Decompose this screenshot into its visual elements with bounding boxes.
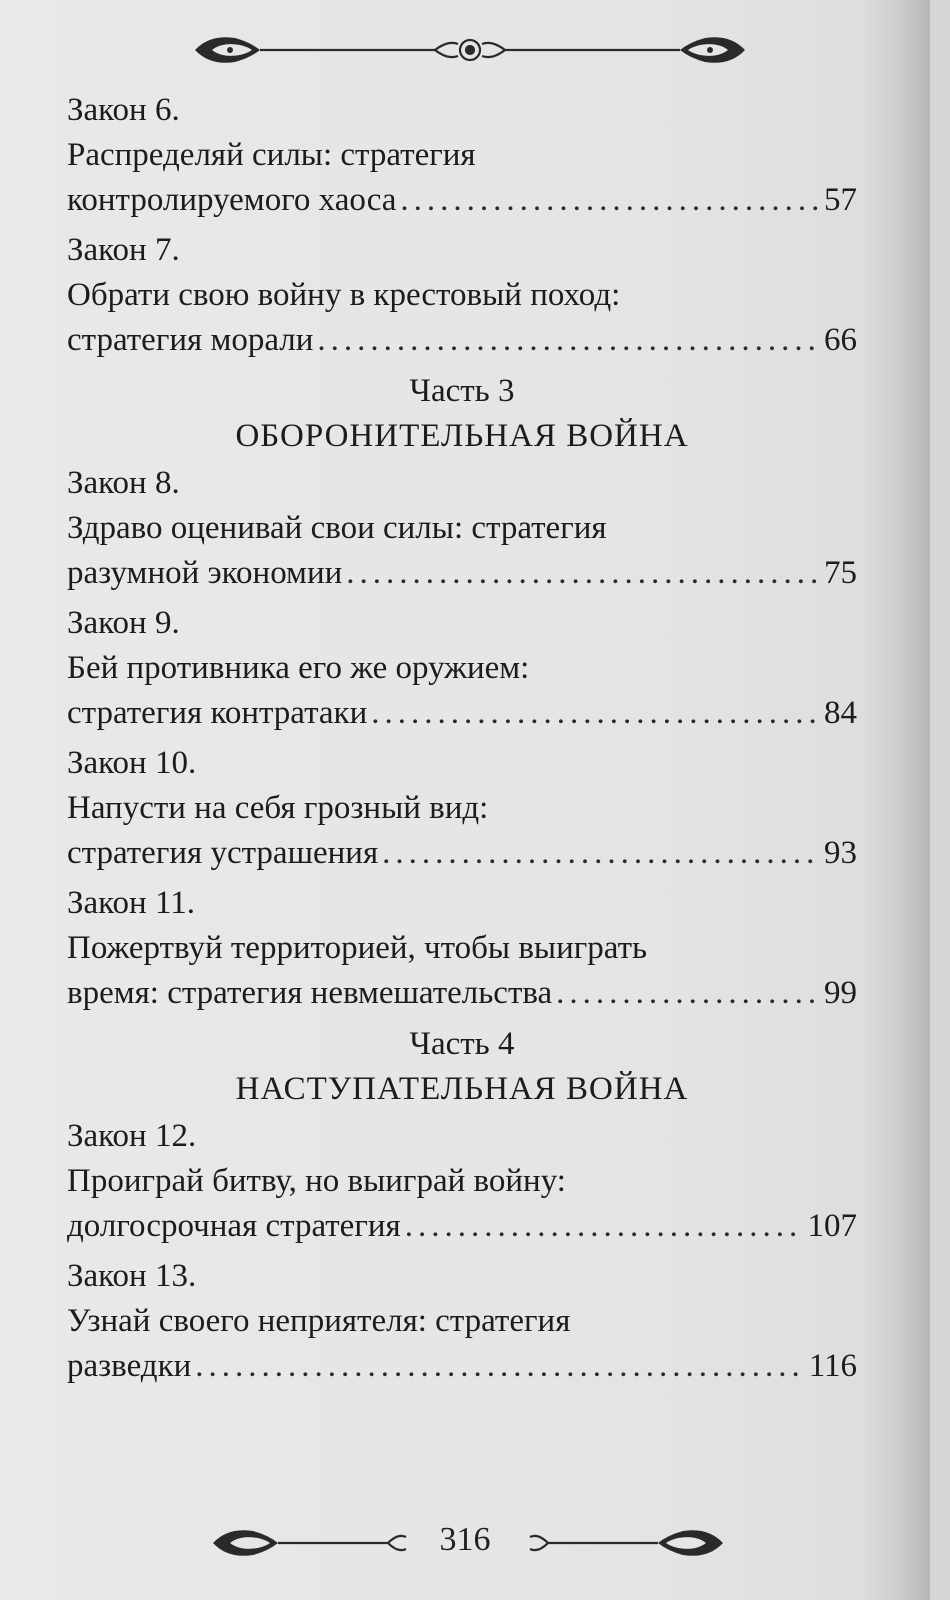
entry-page-number: 116 xyxy=(808,1348,857,1384)
law-number: Закон 10. xyxy=(67,745,197,781)
law-title-line: Пожертвуй территорией, чтобы выиграть xyxy=(67,930,648,966)
entry-page-number: 75 xyxy=(824,555,857,591)
dot-leader xyxy=(317,318,820,363)
toc-entry[interactable] xyxy=(67,881,857,1016)
page-number: 316 xyxy=(439,1521,491,1558)
law-title-last-line xyxy=(67,831,857,876)
dot-leader xyxy=(382,831,820,876)
part-title: НАСТУПАТЕЛЬНАЯ ВОЙНА xyxy=(235,1071,689,1107)
law-number: Закон 13. xyxy=(67,1258,197,1294)
law-title-line: Здраво оценивай свои силы: стратегия xyxy=(67,510,607,546)
entry-page-number: 107 xyxy=(807,1208,857,1244)
dot-leader xyxy=(371,691,820,736)
law-title-line: Проиграй битву, но выиграй войну: xyxy=(67,1163,566,1199)
law-title-end: разведки xyxy=(67,1348,192,1384)
law-title-end: стратегия контратаки xyxy=(67,695,368,731)
top-ornament-icon xyxy=(190,30,750,70)
toc-entry[interactable] xyxy=(67,1254,857,1389)
law-title-last-line xyxy=(67,1344,857,1389)
dot-leader xyxy=(405,1204,804,1249)
law-number: Закон 9. xyxy=(67,605,180,641)
entry-page-number: 84 xyxy=(824,695,857,731)
law-number: Закон 7. xyxy=(67,232,180,268)
law-number: Закон 12. xyxy=(67,1118,197,1154)
law-title-last-line xyxy=(67,178,857,223)
law-title-line: Распределяй силы: стратегия xyxy=(67,137,476,173)
dot-leader xyxy=(346,551,820,596)
law-title-line: Бей противника его же оружием: xyxy=(67,650,530,686)
part-label: Часть 4 xyxy=(409,1026,515,1062)
law-title-last-line xyxy=(67,691,857,736)
table-of-contents xyxy=(67,88,857,1394)
page-edge-shadow xyxy=(860,0,930,1600)
toc-entry[interactable] xyxy=(67,1114,857,1249)
part-label: Часть 3 xyxy=(409,373,515,409)
law-title-end: разумной экономии xyxy=(67,555,343,591)
law-title-end: стратегия устрашения xyxy=(67,835,379,871)
law-title-last-line xyxy=(67,1204,857,1249)
law-number: Закон 8. xyxy=(67,465,180,501)
dot-leader xyxy=(195,1344,804,1389)
dot-leader xyxy=(556,971,820,1016)
law-number: Закон 11. xyxy=(67,885,195,921)
toc-entry[interactable] xyxy=(67,461,857,596)
law-title-last-line xyxy=(67,551,857,596)
entry-page-number: 57 xyxy=(824,182,857,218)
toc-entry[interactable] xyxy=(67,741,857,876)
law-title-last-line xyxy=(67,318,857,363)
law-title-end: долгосрочная стратегия xyxy=(67,1208,401,1244)
entry-page-number: 93 xyxy=(824,835,857,871)
law-title-line: Узнай своего неприятеля: стратегия xyxy=(67,1303,571,1339)
law-title-last-line xyxy=(67,971,857,1016)
entry-page-number: 99 xyxy=(824,975,857,1011)
law-title-line: Обрати свою войну в крестовый поход: xyxy=(67,277,621,313)
dot-leader xyxy=(400,178,820,223)
law-title-line: Напусти на себя грозный вид: xyxy=(67,790,489,826)
law-title-end: контролируемого хаоса xyxy=(67,182,397,218)
law-number: Закон 6. xyxy=(67,92,180,128)
toc-entry[interactable] xyxy=(67,228,857,363)
toc-entry[interactable] xyxy=(67,88,857,223)
law-title-end: время: стратегия невмешательства xyxy=(67,975,553,1011)
entry-page-number: 66 xyxy=(824,322,857,358)
law-title-end: стратегия морали xyxy=(67,322,314,358)
toc-entry[interactable] xyxy=(67,601,857,736)
part-title: ОБОРОНИТЕЛЬНАЯ ВОЙНА xyxy=(235,418,689,454)
